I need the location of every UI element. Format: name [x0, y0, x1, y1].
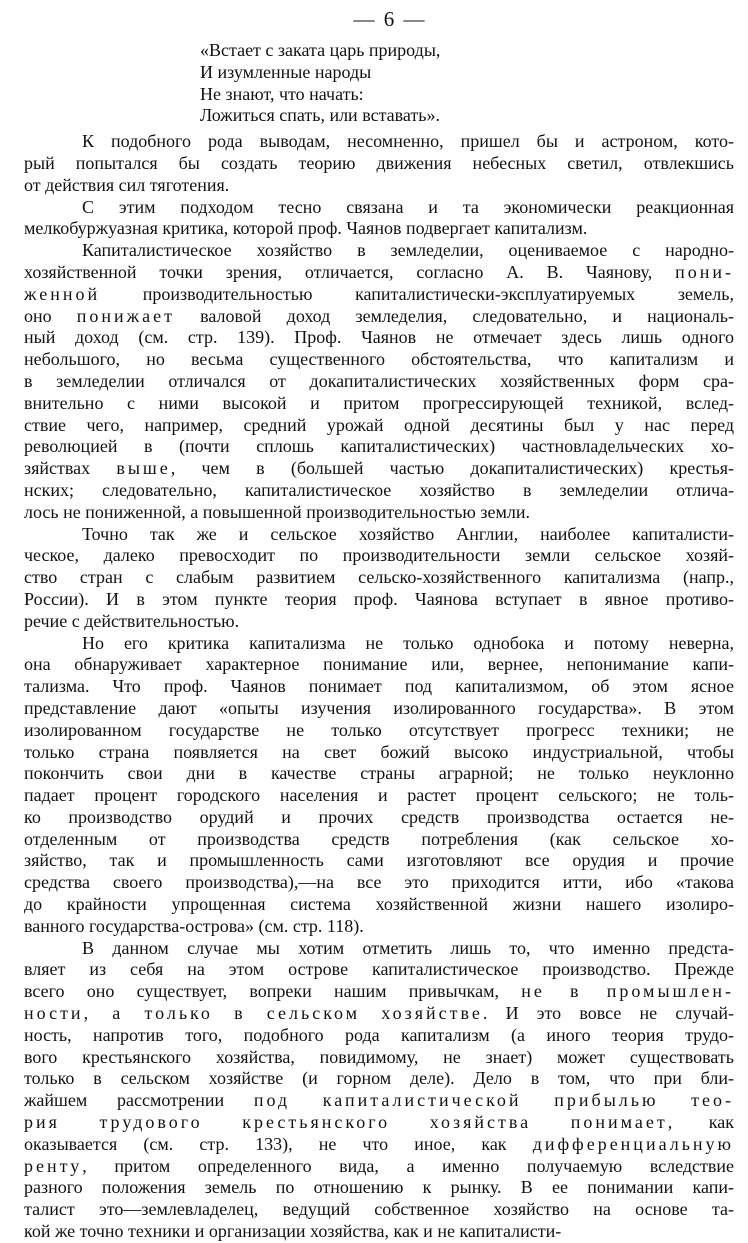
text-line — [24, 894, 734, 916]
text-line — [24, 480, 734, 502]
text-line — [24, 502, 734, 524]
text-line — [24, 850, 734, 872]
text-segment: лось не пониженной, а повышенной производительностью земли. — [24, 501, 530, 522]
text-line — [24, 611, 734, 633]
text-line — [24, 785, 734, 807]
text-segment: она обнаруживает характерное понимание или, вернее, непонимание капи- — [24, 654, 734, 675]
text-line — [24, 524, 734, 546]
poem-line: Ложиться спать, или вставать». — [200, 105, 441, 126]
text-segment: России). И в этом пункте теория проф. Чаянова вступает в явное противо- — [24, 588, 734, 609]
text-line — [24, 327, 734, 349]
text-line — [24, 872, 734, 894]
text-line — [24, 1221, 734, 1243]
text-line — [24, 240, 734, 262]
epigraph-poem — [200, 40, 734, 127]
text-line — [24, 938, 734, 960]
text-line — [24, 197, 734, 219]
text-line — [24, 720, 734, 742]
text-segment: производительностью капиталистически-эксплуатируемых земель, — [100, 283, 734, 304]
text-segment: ность, напротив того, подобного рода капитализм (а иного теория трудо- — [24, 1024, 734, 1045]
spaced-emphasis-text: ренту — [24, 1155, 83, 1176]
text-line — [24, 829, 734, 851]
text-segment: рый попытался бы создать теорию движения небесных светил, отвлекшись — [24, 152, 734, 173]
poem-line: Не знают, что начать: — [200, 83, 364, 104]
text-segment: падает процент городского населения и растет процент сельского; не толь- — [24, 785, 734, 806]
text-segment: Точно так же и сельское хозяйство Англии, наиболее капиталисти- — [82, 523, 734, 544]
spaced-emphasis-text: под капиталистической прибылью тео- — [253, 1090, 734, 1111]
text-segment: мелкобуржуазная критика, которой проф. Чаянов подвергает капитализм. — [24, 218, 588, 239]
text-segment: в земледелии отличался от докапиталистических хозяйственных форм сра- — [24, 370, 734, 391]
text-segment: К подобного рода выводам, несомненно, пришел бы и астроном, кото- — [82, 131, 734, 152]
text-line — [24, 633, 734, 655]
text-line — [24, 567, 734, 589]
text-segment: революцией в (почти сплошь капиталистических) частновладельческих хо- — [24, 436, 734, 457]
text-segment: внительно с ними высокой и притом прогрессирующей техникой, вслед- — [24, 392, 734, 413]
text-line — [24, 698, 734, 720]
text-segment: валовой доход земледелия, следовательно, и националь- — [174, 305, 734, 326]
spaced-emphasis-text: понижает — [76, 305, 175, 326]
text-segment: оно — [24, 305, 77, 326]
text-line — [24, 807, 734, 829]
text-segment: ческое, далеко превосходит по производительности земли сельское хозяй- — [24, 545, 734, 566]
text-segment: изолированном государстве не только отсутствует прогресс техники; не — [24, 719, 734, 740]
text-line — [24, 458, 734, 480]
text-segment: , чем в (большей частью докапиталистических) крестья- — [170, 458, 734, 479]
text-segment: ный доход (см. стр. 139). Проф. Чаянов не отмечает здесь лишь одного — [24, 327, 734, 348]
text-segment: тализма. Что проф. Чаянов понимает под капитализмом, об этом ясное — [24, 676, 734, 697]
text-segment: ствие чего, например, средний урожай одной десятины был у нас перед — [24, 414, 734, 435]
text-line — [24, 415, 734, 437]
text-line — [24, 175, 734, 197]
text-segment: зяйствах — [24, 458, 117, 479]
text-line — [24, 153, 734, 175]
spaced-emphasis-text: рия трудового крестьянского хозяйства понимает — [24, 1112, 668, 1133]
text-line — [24, 959, 734, 981]
text-segment: ко производство орудий и прочих средств производства остается не- — [24, 806, 734, 827]
text-segment: до крайности упрощенная система хозяйственной жизни нашего изолиро- — [24, 894, 734, 915]
text-line — [24, 742, 734, 764]
text-segment: представление дают «опыты изучения изолированного государства». В этом — [24, 697, 734, 718]
page-number: — 6 — — [353, 7, 427, 31]
text-line — [24, 763, 734, 785]
text-line — [24, 1047, 734, 1069]
text-line — [24, 284, 734, 306]
text-segment: средства своего производства),—на все это приходится итти, ибо «такова — [24, 872, 734, 893]
text-segment: речие с действительностью. — [24, 610, 240, 631]
text-segment: от действия сил тяготения. — [24, 174, 230, 195]
text-line — [24, 1112, 734, 1134]
text-segment: хозяйственной точки зрения, отличается, согласно А. В. Чаянову, — [24, 261, 676, 282]
text-segment: кой же точно техники и организации хозяйства, как и не капиталисти- — [24, 1221, 562, 1242]
text-segment: разного положения земель по отношению к рынку. В ее понимании капи- — [24, 1177, 734, 1198]
text-line — [24, 1090, 734, 1112]
text-segment: покончить свои дни в качестве страны аграрной; не только неуклонно — [24, 763, 734, 784]
text-line — [24, 306, 734, 328]
text-segment: оказывается (см. стр. 133), не что иное, как — [24, 1133, 533, 1154]
text-line — [24, 1156, 734, 1178]
spaced-emphasis-text: выше — [116, 458, 171, 479]
text-line — [24, 981, 734, 1003]
text-segment: ство стран с слабым развитием сельско-хозяйственного капитализма (напр., — [24, 567, 734, 588]
text-line — [24, 1025, 734, 1047]
poem-line: «Встает с заката царь природы, — [200, 40, 441, 60]
spaced-emphasis-text: пони- — [675, 261, 734, 282]
text-line — [24, 654, 734, 676]
text-line — [24, 1068, 734, 1090]
text-segment: всего оно существует, вопреки нашим привычкам, — [24, 981, 522, 1002]
text-line — [24, 676, 734, 698]
text-segment: отделенным от производства средств потребления (как сельское хо- — [24, 828, 734, 849]
body-text — [24, 131, 734, 1243]
text-segment: вого крестьянского хозяйства, повидимому, не знает) может существовать — [24, 1046, 734, 1067]
text-segment: талист это—землевладелец, ведущий собственное хозяйство на основе та- — [24, 1199, 734, 1220]
text-segment: вляет из себя на этом острове капиталистическое производство. Прежде — [24, 959, 734, 980]
text-segment: зяйство, так и промышленность сами изготовляют все орудия и прочие — [24, 850, 734, 871]
text-segment: С этим подходом тесно связана и та экономически реакционная — [82, 196, 734, 217]
text-segment: . И это вовсе не случай- — [482, 1003, 734, 1024]
text-line — [24, 349, 734, 371]
text-segment: небольшого, но весьма существенного обстоятельства, что капитализм и — [24, 349, 734, 370]
text-segment: , притом определенного вида, а именно получаемую вследствие — [82, 1155, 734, 1176]
spaced-emphasis-text: женной — [24, 283, 101, 304]
text-line — [24, 218, 734, 240]
text-segment: жайшем рассмотрении — [24, 1090, 254, 1111]
text-line — [24, 545, 734, 567]
text-segment: Капиталистическое хозяйство в земледелии, оцениваемое с народно- — [82, 240, 734, 261]
text-segment: В данном случае мы хотим отметить лишь то, что именно предста- — [82, 937, 734, 958]
text-line — [24, 262, 734, 284]
text-segment: ванного государства-острова» (см. стр. 118). — [24, 915, 364, 936]
text-line — [24, 589, 734, 611]
text-segment: Но его критика капитализма не только однобока и потому неверна, — [82, 632, 734, 653]
text-segment: , как — [667, 1112, 734, 1133]
spaced-emphasis-text: ности, а только в сельском хозяйстве — [24, 1003, 483, 1024]
text-line — [24, 371, 734, 393]
text-line — [24, 131, 734, 153]
text-line — [24, 916, 734, 938]
spaced-emphasis-text: дифференциальную — [532, 1133, 734, 1154]
text-segment: только страна появляется на свет божий высоко индустриальной, чтобы — [24, 741, 734, 762]
text-line — [24, 1199, 734, 1221]
text-segment: нских; следовательно, капиталистическое хозяйство в земледелии отлича- — [24, 479, 734, 500]
text-segment: только в сельском хозяйстве (и горном деле). Дело в том, что при бли- — [24, 1068, 734, 1089]
text-line — [24, 1134, 734, 1156]
poem-line: И изумленные народы — [200, 61, 372, 82]
text-line — [24, 1003, 734, 1025]
text-line — [24, 393, 734, 415]
text-line — [24, 436, 734, 458]
spaced-emphasis-text: не в промышлен- — [521, 981, 735, 1002]
